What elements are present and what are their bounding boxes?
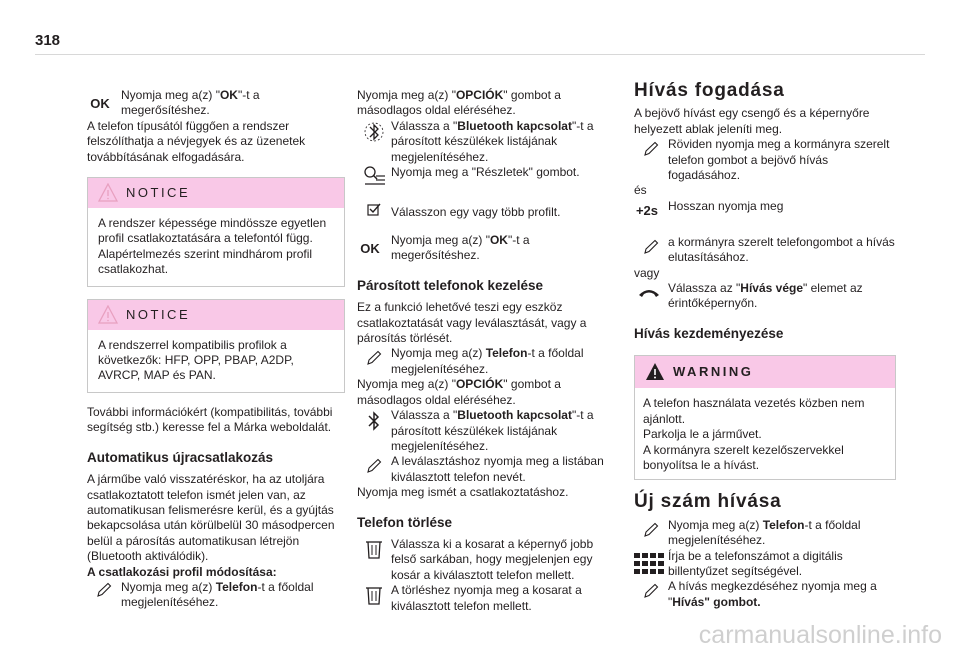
bluetooth-step-1 xyxy=(357,119,607,165)
and-text: és xyxy=(634,183,647,198)
text: Válassza a " xyxy=(391,408,458,423)
short-press-text: Röviden nyomja meg a kormányra szerelt telefon gombot a bejövő hívás fogadásához. xyxy=(668,137,890,183)
new-number-step-2 xyxy=(634,549,896,580)
phone-step xyxy=(87,580,345,611)
notice-title: NOTICE xyxy=(126,185,191,201)
column-right xyxy=(634,80,896,610)
text: " elemet az érintőképernyőn. xyxy=(668,281,863,311)
new-number-step-3 xyxy=(634,579,896,610)
text-bold: Hívás vége xyxy=(740,281,804,296)
warning-body xyxy=(635,388,895,479)
text: "-t a párosított készülékek listájának megjelenítéséhez. xyxy=(391,118,594,164)
details-list-icon xyxy=(361,165,387,191)
long-press-icon-label: +2s xyxy=(635,202,659,218)
ok-text-c: "-t a megerősítéshez. xyxy=(121,88,260,118)
text: Válassza a " xyxy=(391,118,458,133)
heading-paired-phones: Párosított telefonok kezelése xyxy=(357,277,544,293)
text: Nyomja meg a(z) " xyxy=(391,233,490,248)
text: -t a főoldal megjelenítéséhez. xyxy=(391,346,584,376)
checkbox-icon xyxy=(361,202,387,220)
delete-step-1 xyxy=(357,537,607,583)
end-call-step xyxy=(634,281,896,312)
para-auto-reconnect: A járműbe való visszatéréskor, ha az utoljára csatlakoztatott telefon ismét jelen van, az automatikusan felismerésre kerül, és a gyújtás bekapcsolása után körülbelül 30 másodpercen belül a párosítás automatikusan létrejön (Bluetooth aktiválódik). xyxy=(87,472,335,564)
text: Nyomja meg a(z) xyxy=(391,346,486,361)
new-number-step-1 xyxy=(634,518,896,549)
long-press-step xyxy=(634,199,896,229)
notice-box-2 xyxy=(87,299,345,393)
text: -t a főoldal megjelenítéséhez. xyxy=(668,517,861,548)
delete-text-2: A törléshez nyomja meg a kosarat a kiválasztott telefon mellett. xyxy=(391,583,582,613)
delete-text-1: Válassza ki a kosarat a képernyő jobb felső sarkában, hogy megjelenjen egy kosár a kiválasztott telefon mellett. xyxy=(391,536,594,582)
bluetooth-settings-icon xyxy=(361,121,387,147)
text-bold: Bluetooth kapcsolat xyxy=(457,118,572,133)
disconnect-text: A leválasztáshoz nyomja meg a listában kiválasztott telefon nevét. xyxy=(391,454,604,484)
profile-change-label: A csatlakozási profil módosítása: xyxy=(87,564,277,579)
keypad-icon xyxy=(634,553,660,579)
text: Nyomja meg a(z) xyxy=(668,517,763,532)
notice-body: A rendszerrel kompatibilis profilok a következők: HFP, OPP, PBAP, A2DP, AVRCP, MAP és PAN. xyxy=(98,337,294,383)
heading-auto-reconnect: Automatikus újracsatlakozás xyxy=(87,449,274,465)
heading-receive-call: Hívás fogadása xyxy=(634,80,785,101)
phone-step-2 xyxy=(357,346,607,377)
pencil-icon xyxy=(638,522,664,542)
warning-triangle-icon xyxy=(98,305,118,324)
pencil-icon xyxy=(638,583,664,603)
text: Nyomja meg a(z) " xyxy=(357,88,456,102)
profile-step xyxy=(357,199,607,229)
para-more-info: További információkért (kompatibilitás, további segítség stb.) keresse fel a Márka weboldalát. xyxy=(87,404,333,435)
text-bold: Telefon xyxy=(762,517,805,532)
ok-step-2 xyxy=(357,233,607,264)
page-number: 318 xyxy=(35,32,61,49)
column-left xyxy=(87,88,345,611)
notice-header xyxy=(88,178,344,208)
watermark: carmanualsonline.info xyxy=(698,620,942,649)
text: A hívás megkezdéséhez nyomja meg a " xyxy=(668,579,877,609)
details-text: Nyomja meg a "Részletek" gombot. xyxy=(391,165,580,180)
text: " gombot a másodlagos oldal eléréséhez. xyxy=(357,377,561,407)
new-number-text-2: Írja be a telefonszámot a digitális billentyűzet segítségével. xyxy=(668,548,843,578)
notice-title: NOTICE xyxy=(126,306,191,322)
text: "-t a megerősítéshez. xyxy=(391,233,530,263)
para-receive: A bejövő hívást egy csengő és a képernyőre helyezett ablak jeleníti meg. xyxy=(634,106,870,136)
options-text-2 xyxy=(357,377,607,408)
text: " gombot a másodlagos oldal eléréséhez. xyxy=(357,88,561,118)
para-contacts: A telefon típusától függően a rendszer felszólíthatja a névjegyek és az üzenetek továbbításának elfogadására. xyxy=(87,118,306,164)
pencil-icon xyxy=(638,239,664,259)
header-rule xyxy=(35,54,925,55)
text-bold: OK xyxy=(489,233,508,248)
warning-header xyxy=(635,356,895,388)
notice-body: A rendszer képessége mindössze egyetlen profil csatlakoztatására a telefontól függ. Alapértelmezés szerint mindhárom profil csatlakozhat. xyxy=(98,216,327,277)
text-bold: OPCIÓK xyxy=(455,377,504,392)
heading-delete-phone: Telefon törlése xyxy=(357,514,453,530)
phone-text-c: -t a főoldal megjelenítéséhez. xyxy=(121,579,314,610)
bluetooth-step-2 xyxy=(357,408,607,454)
trash-icon xyxy=(361,539,387,563)
text-bold: Telefon xyxy=(485,346,528,361)
phone-text-b: Telefon xyxy=(215,579,258,594)
ok-icon: OK xyxy=(90,96,110,111)
disconnect-step xyxy=(357,454,607,485)
long-press-text: Hosszan nyomja meg xyxy=(668,198,784,213)
or-text: vagy xyxy=(634,265,660,280)
warning-box xyxy=(634,355,896,480)
heading-make-call: Hívás kezdeményezése xyxy=(634,325,784,341)
ok-icon: OK xyxy=(360,241,380,257)
text: "-t a párosított készülékek listájának megjelenítéséhez. xyxy=(391,408,594,453)
hang-up-icon xyxy=(636,287,662,303)
text-bold: Bluetooth kapcsolat xyxy=(457,408,572,423)
warning-text-2: Parkolja le a járművet. xyxy=(643,427,762,442)
wheel-button-step xyxy=(634,235,896,266)
ok-text-b: OK xyxy=(219,88,238,102)
delete-step-2 xyxy=(357,583,607,614)
text: Válassza az " xyxy=(668,281,741,296)
pencil-icon xyxy=(638,141,664,161)
pencil-icon xyxy=(361,458,387,478)
options-intro xyxy=(357,88,607,119)
warning-text-1: A telefon használata vezetés közben nem ajánlott. xyxy=(643,396,865,426)
text: Nyomja meg a(z) " xyxy=(357,377,456,392)
pencil-icon xyxy=(91,582,117,602)
profile-change-heading xyxy=(87,565,345,580)
text-bold: Hívás" gombot. xyxy=(672,594,761,609)
notice-header xyxy=(88,300,344,330)
ok-text-a: Nyomja meg a(z) " xyxy=(121,88,220,102)
warning-title: WARNING xyxy=(673,364,754,380)
ok-step xyxy=(87,88,345,119)
notice-box-1 xyxy=(87,177,345,287)
para-paired: Ez a funkció lehetővé teszi egy eszköz csatlakoztatását vagy leválasztását, vagy a párosítás törlését. xyxy=(357,300,587,346)
warning-triangle-icon xyxy=(645,362,665,381)
bluetooth-icon xyxy=(361,410,387,436)
phone-text-a: Nyomja meg a(z) xyxy=(121,579,216,594)
warning-triangle-icon xyxy=(98,183,118,202)
reconnect-text: Nyomja meg ismét a csatlakoztatáshoz. xyxy=(357,485,569,500)
text-bold: OPCIÓK xyxy=(455,88,504,102)
trash-icon xyxy=(361,585,387,609)
details-step xyxy=(357,165,607,195)
long-press-icon xyxy=(634,203,660,218)
short-press-step xyxy=(634,137,896,183)
warning-text-3: A kormányra szerelt kezelőszervekkel bonyolítsa le a hívást. xyxy=(643,442,844,472)
wheel-button-text: a kormányra szerelt telefongombot a hívás elutasításához. xyxy=(668,234,895,265)
heading-new-number: Új szám hívása xyxy=(634,491,782,513)
column-middle xyxy=(357,88,607,614)
pencil-icon xyxy=(361,350,387,370)
select-profile-text: Válasszon egy vagy több profilt. xyxy=(391,205,561,220)
